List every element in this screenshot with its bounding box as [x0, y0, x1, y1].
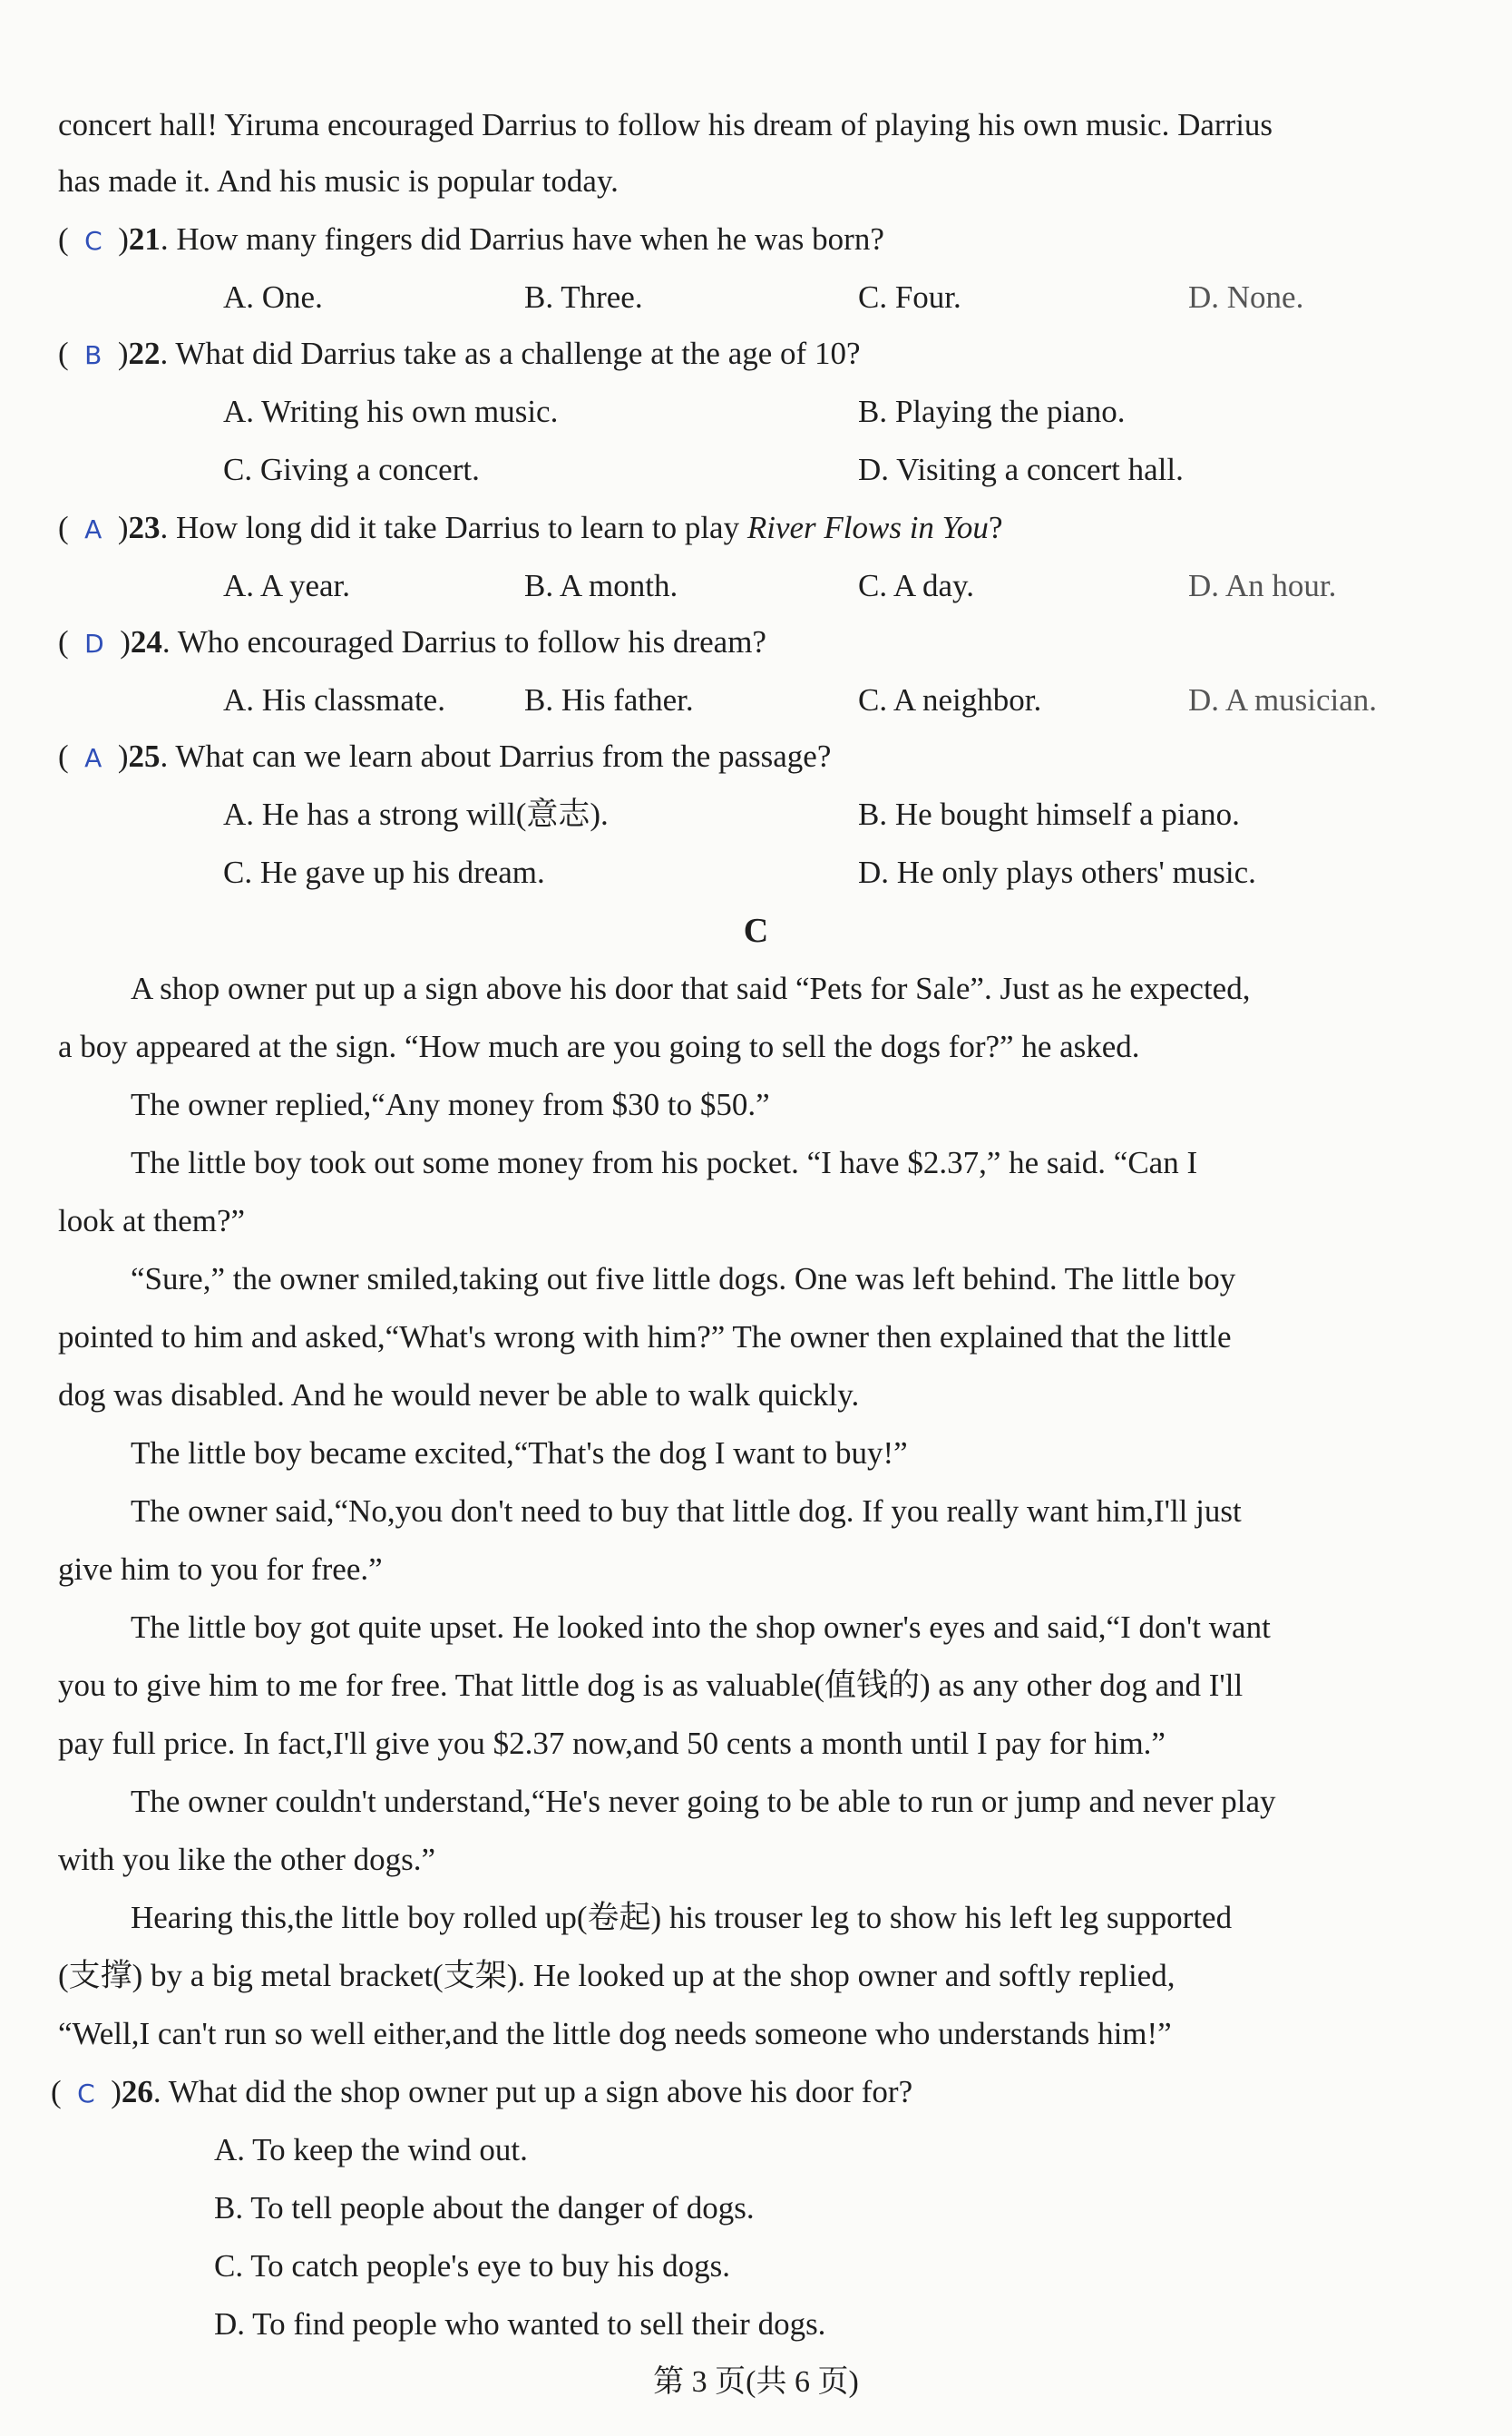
option-c: C. A day. [858, 568, 975, 603]
option-d: D. To find people who wanted to sell their dogs. [214, 2306, 826, 2342]
passage-line: a boy appeared at the sign. “How much are you going to sell the dogs for?” he asked. [58, 1029, 1140, 1064]
option-b: B. Three. [524, 279, 643, 315]
passage-line: The owner said,“No,you don't need to buy that little dog. If you really want him,I'll just [131, 1493, 1242, 1529]
passage-line: The little boy got quite upset. He looked into the shop owner's eyes and said,“I don't want [131, 1609, 1271, 1645]
option-d: D. Visiting a concert hall. [858, 452, 1184, 487]
passage-line: Hearing this,the little boy rolled up(卷起) his trouser leg to show his left leg supported [131, 1900, 1233, 1935]
question-22: ( B )22. What did Darrius take as a challenge at the age of 10? [58, 336, 861, 371]
option-b: B. Playing the piano. [858, 394, 1126, 429]
option-b: B. To tell people about the danger of dogs. [214, 2190, 755, 2226]
answer-mark: B [84, 340, 102, 370]
option-c: C. Giving a concert. [223, 452, 480, 487]
passage-line: pay full price. In fact,I'll give you $2.37 now,and 50 cents a month until I pay for him.” [58, 1726, 1166, 1761]
answer-mark: A [84, 514, 102, 544]
question-23: ( A )23. How long did it take Darrius to learn to play River Flows in You? [58, 510, 1003, 545]
passage-line: “Well,I can't run so well either,and the little dog needs someone who understands him!” [58, 2016, 1172, 2051]
option-d: D. He only plays others' music. [858, 855, 1256, 890]
passage-line: concert hall! Yiruma encouraged Darrius to follow his dream of playing his own music. Darrius [58, 107, 1273, 142]
option-c: C. To catch people's eye to buy his dogs. [214, 2248, 730, 2284]
passage-line: dog was disabled. And he would never be able to walk quickly. [58, 1377, 860, 1413]
option-c: C. He gave up his dream. [223, 855, 545, 890]
option-b: B. A month. [524, 568, 678, 603]
answer-mark: C [77, 2079, 95, 2108]
passage-line: with you like the other dogs.” [58, 1842, 436, 1877]
option-a: A. One. [223, 279, 323, 315]
answer-mark: C [84, 226, 102, 256]
passage-line: The owner replied,“Any money from $30 to $50.” [131, 1087, 770, 1122]
page-footer: 第 3 页(共 6 页) [653, 2365, 859, 2399]
option-a: A. A year. [223, 568, 350, 603]
option-c: C. Four. [858, 279, 961, 315]
option-c: C. A neighbor. [858, 682, 1042, 718]
option-d: D. None. [1188, 279, 1304, 315]
section-heading: C [743, 912, 769, 950]
option-b: B. He bought himself a piano. [858, 797, 1240, 832]
answer-mark: D [84, 629, 104, 659]
question-25: ( A )25. What can we learn about Darrius from the passage? [58, 739, 832, 774]
option-d: D. A musician. [1188, 682, 1378, 718]
passage-line: (支撑) by a big metal bracket(支架). He looked up at the shop owner and softly replied, [58, 1958, 1175, 1993]
option-a: A. He has a strong will(意志). [223, 797, 609, 832]
passage-line: The owner couldn't understand,“He's never going to be able to run or jump and never play [131, 1784, 1276, 1819]
passage-line: give him to you for free.” [58, 1551, 383, 1587]
question-21: ( C )21. How many fingers did Darrius have when he was born? [58, 221, 884, 257]
passage-line: A shop owner put up a sign above his door that said “Pets for Sale”. Just as he expected, [131, 971, 1251, 1006]
option-a: A. To keep the wind out. [214, 2132, 528, 2167]
question-24: ( D )24. Who encouraged Darrius to follow his dream? [58, 624, 766, 660]
passage-line: “Sure,” the owner smiled,taking out five little dogs. One was left behind. The little boy [131, 1261, 1236, 1296]
passage-line: The little boy took out some money from his pocket. “I have $2.37,” he said. “Can I [131, 1145, 1198, 1180]
passage-line: you to give him to me for free. That little dog is as valuable(值钱的) as any other dog and I'll [58, 1668, 1244, 1703]
passage-line: look at them?” [58, 1203, 246, 1238]
option-a: A. Writing his own music. [223, 394, 559, 429]
passage-line: has made it. And his music is popular today. [58, 163, 619, 199]
option-a: A. His classmate. [223, 682, 445, 718]
question-26: ( C )26. What did the shop owner put up a sign above his door for? [51, 2074, 913, 2109]
passage-line: pointed to him and asked,“What's wrong with him?” The owner then explained that the little [58, 1319, 1232, 1355]
option-d: D. An hour. [1188, 568, 1337, 603]
option-b: B. His father. [524, 682, 694, 718]
answer-mark: A [84, 743, 102, 773]
passage-line: The little boy became excited,“That's the dog I want to buy!” [131, 1435, 908, 1471]
